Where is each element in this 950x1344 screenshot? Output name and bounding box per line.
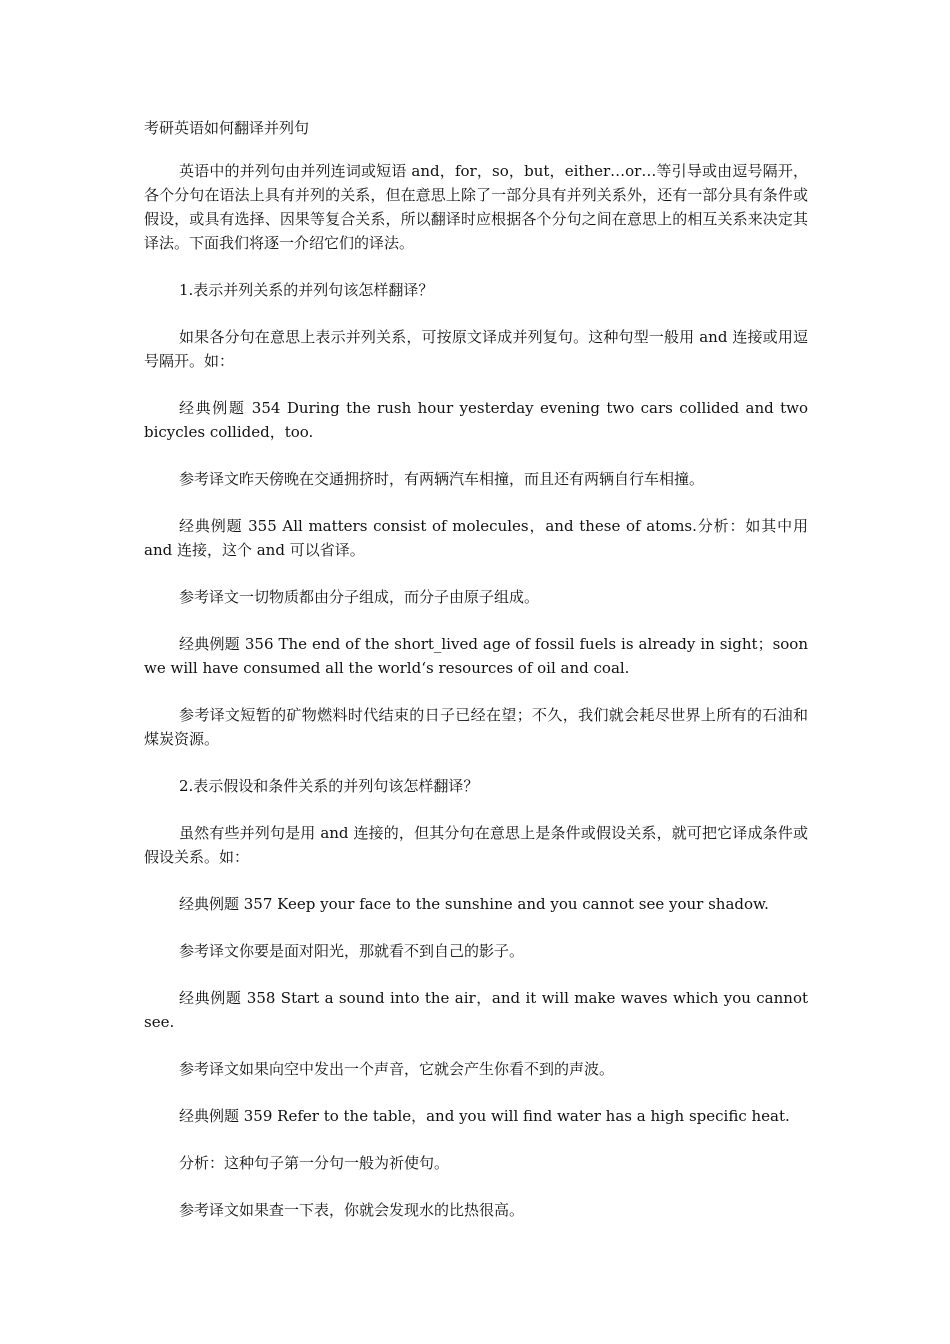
- translation-356: 参考译文短暂的矿物燃料时代结束的日子已经在望；不久，我们就会耗尽世界上所有的石油和煤炭资源。: [144, 706, 808, 748]
- section-heading-2: 2.表示假设和条件关系的并列句该怎样翻译？: [179, 777, 479, 795]
- document-title: 考研英语如何翻译并列句: [144, 119, 310, 137]
- analysis-359: 分析：这种句子第一分句一般为祈使句。: [179, 1154, 450, 1172]
- example-359: 经典例题 359 Refer to the table，and you will find water has a high specific heat.: [179, 1107, 790, 1125]
- example-357: 经典例题 357 Keep your face to the sunshine and you cannot see your shadow.: [179, 895, 769, 913]
- example-358: 经典例题 358 Start a sound into the air，and it will make waves which you cannot see.: [144, 989, 808, 1031]
- paragraph-parallel-relation: 如果各分句在意思上表示并列关系，可按原文译成并列复句。这种句型一般用 and 连接或用逗号隔开。如：: [144, 328, 808, 370]
- example-356: 经典例题 356 The end of the short_lived age of fossil fuels is already in sight；soon we will have consumed all the world‘s resources of oil and coal.: [144, 635, 808, 677]
- example-354: 经典例题 354 During the rush hour yesterday evening two cars collided and two bicycles collided，too.: [144, 399, 808, 441]
- translation-355: 参考译文一切物质都由分子组成，而分子由原子组成。: [179, 588, 540, 606]
- section-heading-1: 1.表示并列关系的并列句该怎样翻译？: [179, 281, 434, 299]
- document-body: [144, 116, 808, 1245]
- translation-354: 参考译文昨天傍晚在交通拥挤时，有两辆汽车相撞，而且还有两辆自行车相撞。: [179, 470, 705, 488]
- translation-359: 参考译文如果查一下表，你就会发现水的比热很高。: [179, 1201, 525, 1219]
- translation-358: 参考译文如果向空中发出一个声音，它就会产生你看不到的声波。: [179, 1060, 615, 1078]
- translation-357: 参考译文你要是面对阳光，那就看不到自己的影子。: [179, 942, 525, 960]
- example-355: 经典例题 355 All matters consist of molecules，and these of atoms.分析：如其中用 and 连接，这个 and 可以省译。: [144, 517, 808, 559]
- paragraph-condition-relation: 虽然有些并列句是用 and 连接的，但其分句在意思上是条件或假设关系，就可把它译成条件或假设关系。如：: [144, 824, 808, 866]
- paragraph-intro: 英语中的并列句由并列连词或短语 and，for，so，but，either…or…等引导或由逗号隔开，各个分句在语法上具有并列的关系，但在意思上除了一部分具有并列关系外，还有一部分具有条件或假设，或具有选择、因果等复合关系，所以翻译时应根据各个分句之间在意思上的相互关系来决定其译法。下面我们将逐一介绍它们的译法。: [144, 162, 808, 252]
